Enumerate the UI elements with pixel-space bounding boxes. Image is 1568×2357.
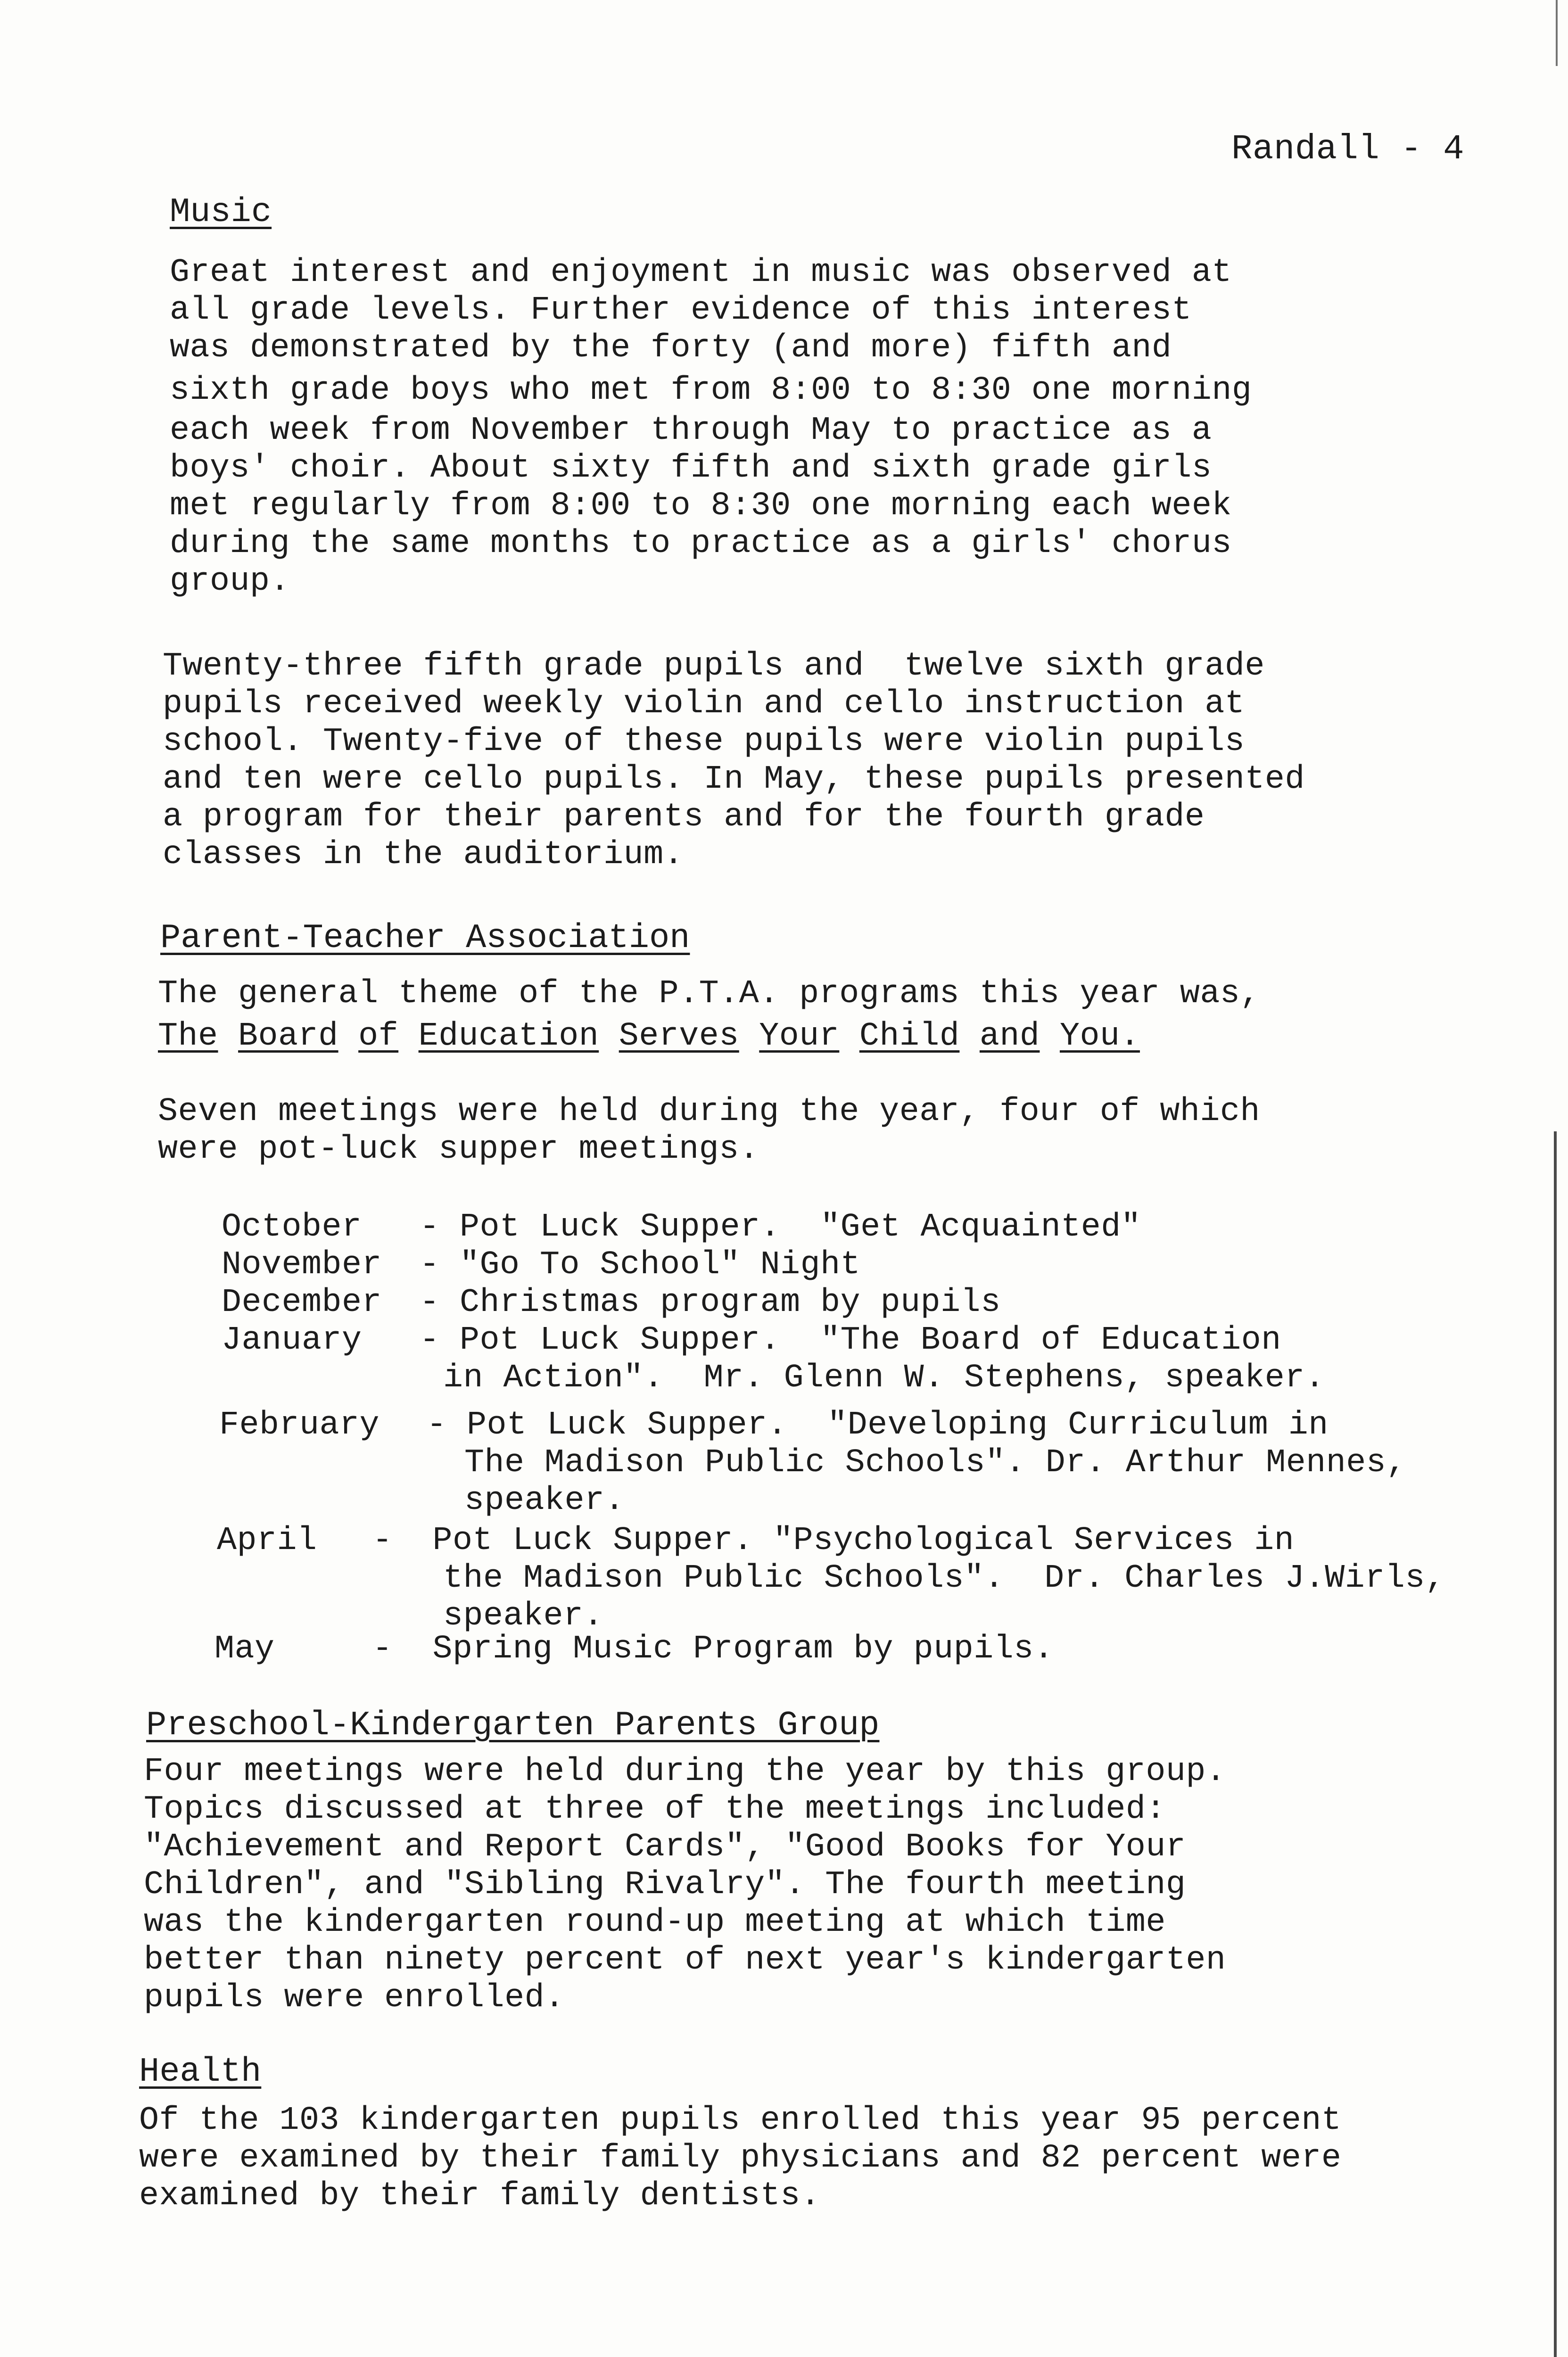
theme-word: Education — [418, 1018, 599, 1055]
text-line: all grade levels. Further evidence of this interest — [170, 292, 1192, 329]
text-line: Twenty-three fifth grade pupils and twelve sixth grade — [163, 648, 1265, 685]
text-line: sixth grade boys who met from 8:00 to 8:30 one morning — [170, 372, 1252, 409]
text-line: pupils received weekly violin and cello instruction at — [163, 685, 1245, 723]
text-line: boys' choir. About sixty fifth and sixth grade girls — [170, 450, 1212, 487]
schedule-entry: - Pot Luck Supper. "Get Acquainted" — [420, 1209, 1141, 1246]
text-line: group. — [170, 563, 290, 600]
schedule-month: May — [215, 1631, 275, 1668]
schedule-entry: speaker. — [464, 1482, 625, 1519]
text-line: met regularly from 8:00 to 8:30 one morning each week — [170, 487, 1232, 525]
theme-word: Your — [759, 1018, 840, 1055]
page-edge-shadow — [1554, 1131, 1557, 2357]
schedule-entry: speaker. — [443, 1598, 604, 1635]
schedule-month: January — [222, 1322, 362, 1359]
text-line: pupils were enrolled. — [144, 1979, 565, 2017]
section-heading-music: Music — [170, 193, 272, 231]
text-line: better than ninety percent of next year's kindergarten — [144, 1942, 1226, 1979]
schedule-entry: - Spring Music Program by pupils. — [372, 1631, 1054, 1668]
pta-theme-intro: The general theme of the P.T.A. programs this year was, — [158, 975, 1260, 1013]
theme-word: You. — [1059, 1018, 1140, 1055]
schedule-entry: The Madison Public Schools". Dr. Arthur Mennes, — [464, 1444, 1406, 1482]
text-line: were examined by their family physicians and 82 percent were — [139, 2140, 1342, 2177]
schedule-entry: - Christmas program by pupils — [420, 1284, 1001, 1321]
text-line: Great interest and enjoyment in music was observed at — [170, 254, 1232, 291]
schedule-entry: the Madison Public Schools". Dr. Charles J.Wirls, — [443, 1560, 1445, 1597]
text-line: Topics discussed at three of the meetings included: — [144, 1791, 1166, 1828]
text-line: examined by their family dentists. — [139, 2177, 821, 2215]
schedule-entry: - Pot Luck Supper. "The Board of Education — [420, 1322, 1281, 1359]
text-line: school. Twenty-five of these pupils were violin pupils — [163, 723, 1245, 760]
schedule-month: October — [222, 1209, 362, 1246]
theme-word: Board — [238, 1018, 338, 1055]
theme-word: Child — [859, 1018, 960, 1055]
schedule-entry: - Pot Luck Supper. "Developing Curriculum in — [427, 1407, 1329, 1444]
schedule-month: December — [222, 1284, 382, 1321]
schedule-entry: - "Go To School" Night — [420, 1246, 861, 1284]
theme-word: of — [358, 1018, 399, 1055]
text-line: was demonstrated by the forty (and more) fifth and — [170, 330, 1172, 367]
schedule-entry: in Action". Mr. Glenn W. Stephens, speaker. — [443, 1360, 1325, 1397]
schedule-entry: - Pot Luck Supper. "Psychological Services in — [372, 1522, 1295, 1559]
text-line: and ten were cello pupils. In May, these pupils presented — [163, 761, 1305, 798]
text-line: each week from November through May to practice as a — [170, 412, 1212, 449]
schedule-month: April — [217, 1522, 317, 1559]
text-line: classes in the auditorium. — [163, 836, 684, 874]
running-head: Randall - 4 — [1231, 130, 1464, 169]
page-edge-shadow — [1556, 0, 1558, 66]
text-line: during the same months to practice as a girls' chorus — [170, 525, 1232, 562]
section-heading-pta: Parent-Teacher Association — [160, 919, 690, 957]
text-line: Of the 103 kindergarten pupils enrolled this year 95 percent — [139, 2102, 1342, 2139]
text-line: was the kindergarten round-up meeting at which time — [144, 1904, 1166, 1941]
schedule-month: November — [222, 1246, 382, 1284]
text-line: Seven meetings were held during the year, four of which — [158, 1093, 1260, 1130]
section-heading-preschool: Preschool-Kindergarten Parents Group — [146, 1706, 880, 1745]
pta-theme-title — [158, 1018, 1140, 1055]
text-line: a program for their parents and for the fourth grade — [163, 799, 1205, 836]
theme-word: and — [979, 1018, 1040, 1055]
theme-word: Serves — [619, 1018, 739, 1055]
section-heading-health: Health — [139, 2052, 262, 2091]
theme-word: The — [158, 1018, 218, 1055]
text-line: Children", and "Sibling Rivalry". The fourth meeting — [144, 1866, 1186, 1904]
text-line: were pot-luck supper meetings. — [158, 1131, 759, 1168]
schedule-month: February — [219, 1407, 380, 1444]
text-line: "Achievement and Report Cards", "Good Books for Your — [144, 1829, 1186, 1866]
text-line: Four meetings were held during the year by this group. — [144, 1753, 1226, 1790]
